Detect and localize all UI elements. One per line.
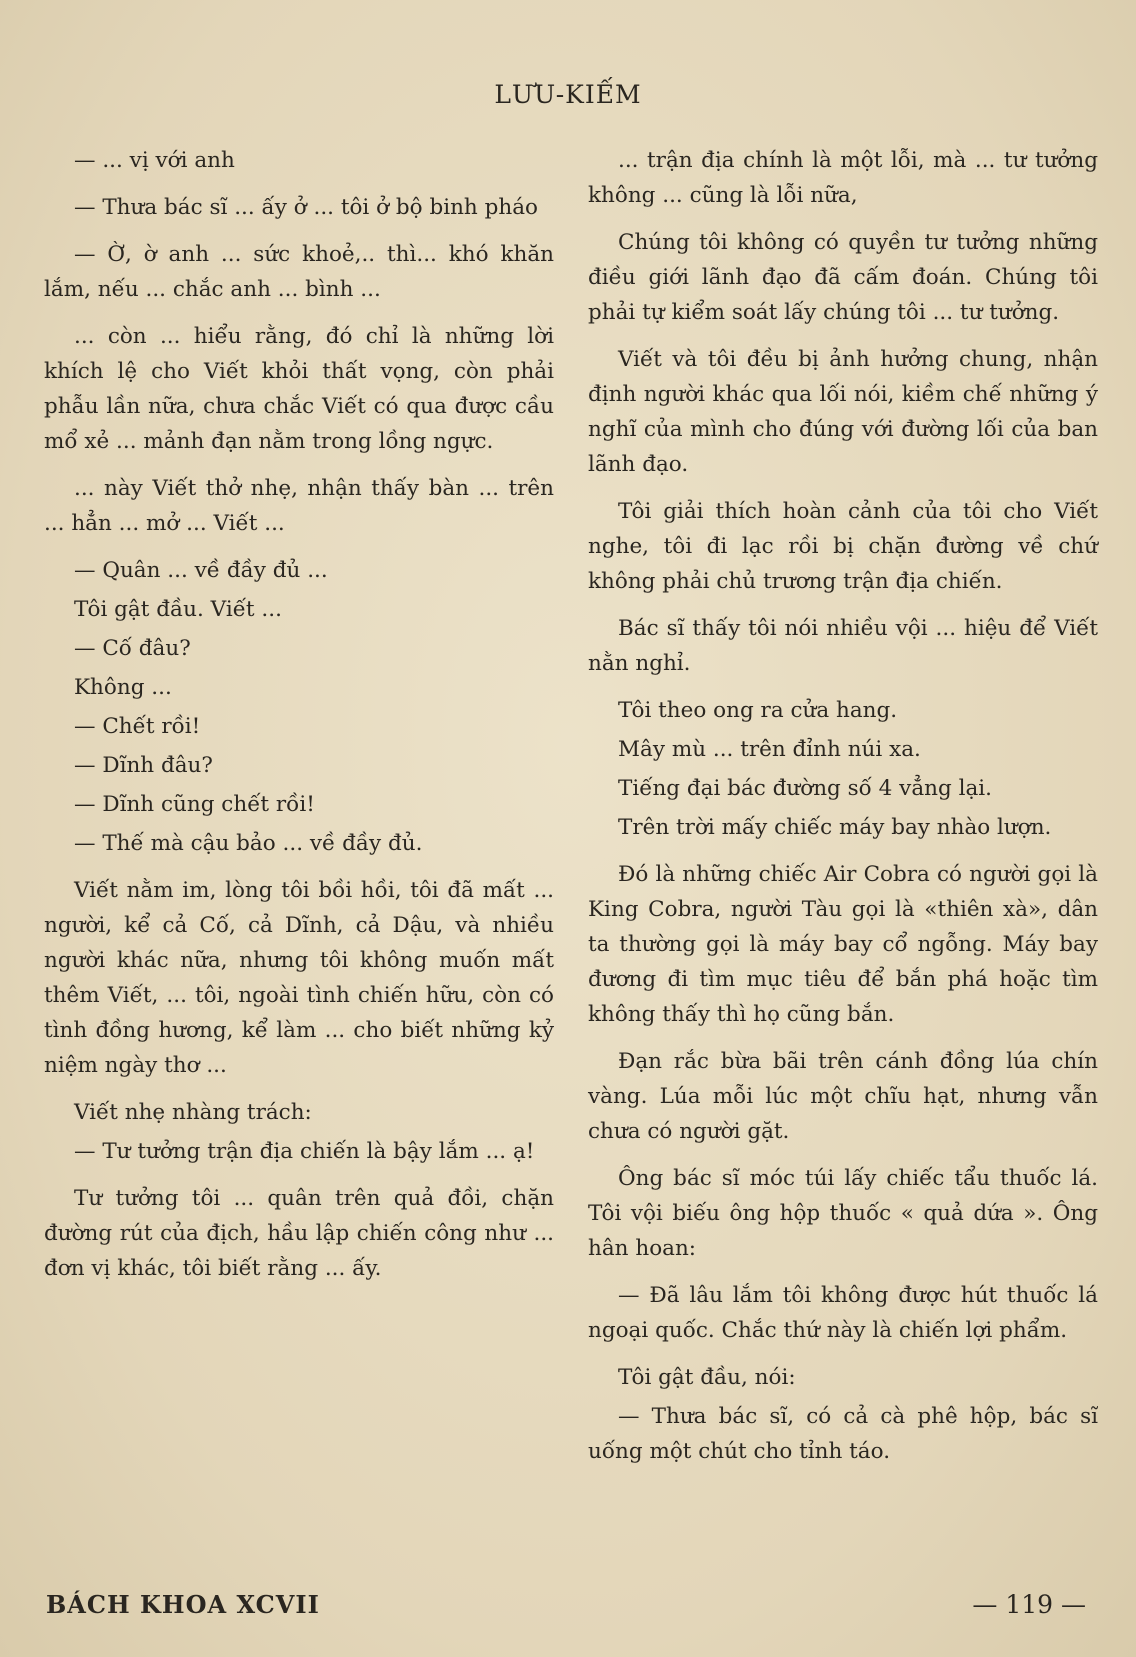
paragraph: ... còn ... hiểu rằng, đó chỉ là những lời khích lệ cho Viết khỏi thất vọng, còn phải phẫu lần nữa, chưa chắc Viết có qua được cầu mổ xẻ ... mảnh đạn nằm trong lồng ngực.: [44, 324, 554, 454]
paragraph: Không ...: [74, 675, 172, 700]
paragraph: — Cố đâu?: [74, 636, 191, 661]
paragraph: — Đã lâu lắm tôi không được hút thuốc lá ngoại quốc. Chắc thứ này là chiến lợi phẩm.: [588, 1283, 1098, 1343]
paragraph: Viết nhẹ nhàng trách:: [74, 1100, 312, 1125]
paragraph: Đạn rắc bừa bãi trên cánh đồng lúa chín vàng. Lúa mỗi lúc một chĩu hạt, nhưng vẫn chưa có người gặt.: [588, 1049, 1098, 1144]
paragraph: — Dĩnh cũng chết rồi!: [74, 792, 315, 817]
paragraph: Tôi gật đầu. Viết ...: [74, 597, 282, 622]
paragraph: ... trận địa chính là một lỗi, mà ... tư tưởng không ... cũng là lỗi nữa,: [588, 148, 1098, 208]
paragraph: Tôi theo ong ra cửa hang.: [618, 698, 898, 723]
publication-footer: BÁCH KHOA XCVII: [46, 1590, 320, 1619]
paragraph: — Tư tưởng trận địa chiến là bậy lắm ... ạ!: [74, 1139, 535, 1164]
paragraph: — Thế mà cậu bảo ... về đầy đủ.: [74, 831, 423, 856]
paragraph: Đó là những chiếc Air Cobra có người gọi là King Cobra, người Tàu gọi là «thiên xà», dân ta thường gọi là máy bay cổ ngỗng. Máy bay đương đi tìm mục tiêu để bắn phá hoặc tìm không thấy thì họ cũng bắn.: [588, 862, 1098, 1027]
paragraph: Tư tưởng tôi ... quân trên quả đồi, chặn đường rút của địch, hầu lập chiến công như ... đơn vị khác, tôi biết rằng ... ấy.: [44, 1186, 554, 1281]
paragraph: Tôi giải thích hoàn cảnh của tôi cho Viết nghe, tôi đi lạc rồi bị chặn đường về chứ không phải chủ trương trận địa chiến.: [588, 499, 1098, 594]
paragraph: Ông bác sĩ móc túi lấy chiếc tẩu thuốc lá. Tôi vội biếu ông hộp thuốc « quả dứa ». Ông hân hoan:: [588, 1166, 1098, 1261]
paragraph: — Dĩnh đâu?: [74, 753, 213, 778]
paragraph: — Chết rồi!: [74, 714, 201, 739]
paragraph: Bác sĩ thấy tôi nói nhiều vội ... hiệu để Viết nằn nghỉ.: [588, 616, 1098, 676]
paragraph: — ... vị với anh: [74, 148, 235, 173]
paragraph: Viết nằm im, lòng tôi bồi hồi, tôi đã mất ... người, kể cả Cố, cả Dĩnh, cả Dậu, và nhiều người khác nữa, nhưng tôi không muốn mất thêm Viết, ... tôi, ngoài tình chiến hữu, còn có tình đồng hương, kể làm ... cho biết những kỷ niệm ngày thơ ...: [44, 878, 554, 1078]
paragraph: Chúng tôi không có quyền tư tưởng những điều giới lãnh đạo đã cấm đoán. Chúng tôi phải tự kiểm soát lấy chúng tôi ... tư tưởng.: [588, 230, 1098, 325]
paragraph: — Ờ, ờ anh ... sức khoẻ,.. thì... khó khăn lắm, nếu ... chắc anh ... bình ...: [44, 242, 554, 302]
paragraph: ... này Viết thở nhẹ, nhận thấy bàn ... trên ... hẳn ... mở ... Viết ...: [44, 476, 554, 536]
right-column: [588, 143, 1098, 1481]
paragraph: — Quân ... về đầy đủ ...: [74, 558, 328, 583]
paragraph: Mây mù ... trên đỉnh núi xa.: [618, 737, 921, 762]
paragraph: Trên trời mấy chiếc máy bay nhào lượn.: [618, 815, 1052, 840]
left-column: [44, 143, 554, 1298]
paragraph: Tôi gật đầu, nói:: [618, 1365, 796, 1390]
paragraph: — Thưa bác sĩ, có cả cà phê hộp, bác sĩ uống một chút cho tỉnh táo.: [588, 1404, 1098, 1464]
running-head: LƯU-KIẾM: [494, 80, 642, 109]
paragraph: — Thưa bác sĩ ... ấy ở ... tôi ở bộ binh pháo: [74, 195, 538, 220]
paragraph: Viết và tôi đều bị ảnh hưởng chung, nhận định người khác qua lối nói, kiềm chế những ý nghĩ của mình cho đúng với đường lối của ban lãnh đạo.: [588, 347, 1098, 477]
page-number: — 119 —: [972, 1590, 1086, 1619]
paragraph: Tiếng đại bác đường số 4 vẳng lại.: [618, 776, 992, 801]
